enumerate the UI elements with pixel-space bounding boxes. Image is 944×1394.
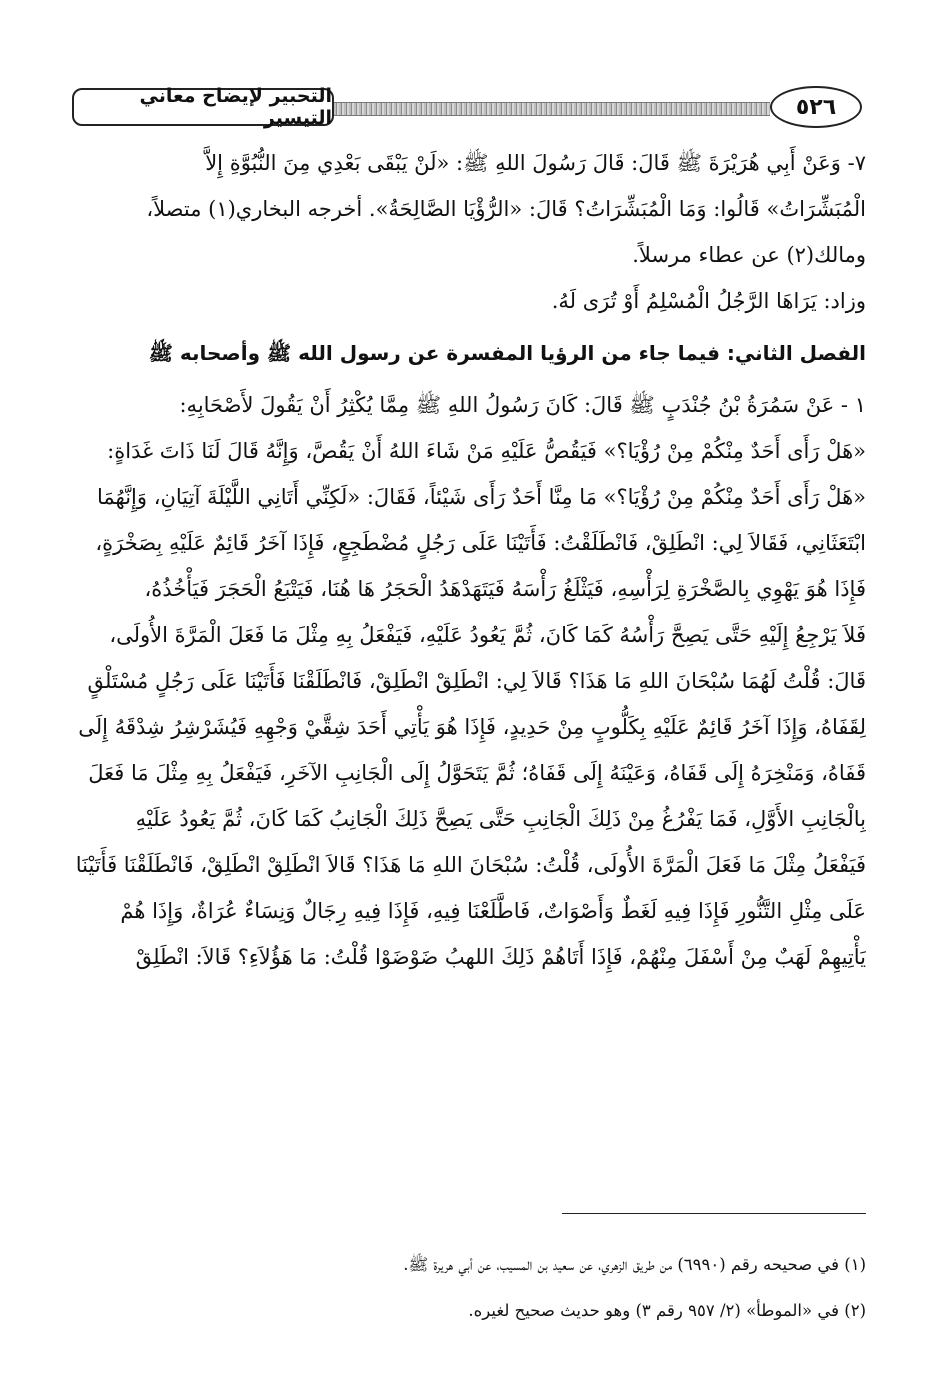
hadith1-line: فَإِذَا هُوَ يَهْوِي بِالصَّخْرَةِ لِرَأْسِهِ، فَيَثْلَغُ رَأْسَهُ فَيَتَهَدْهَدُ الْحَجَرُ هَا هُنَا، فَيَتْبَعُ الْحَجَرَ فَيَأْخُذُهُ،	[144, 577, 866, 601]
footnote-separator	[562, 1213, 866, 1214]
footnote-1: (١) في صحيحه رقم (٦٩٩٠) من طريق الزهري، عن سعيد بن المسيب، عن أبي هريرة ﷺ.	[403, 1255, 866, 1274]
hadith1-line: ابْتَعَثَانِي، فَقَالاَ لِي: انْطَلِقْ، فَانْطَلَقْتُ: فَأَتَيْنَا عَلَى رَجُلٍ مُضْطَجِعٍ، فَإِذَا آخَرُ قَائِمٌ عَلَيْهِ بِصَخْرَةٍ،	[95, 531, 866, 555]
header-ornament-band	[334, 102, 770, 116]
hadith7-line2: الْمُبَشِّرَاتُ» قَالُوا: وَمَا الْمُبَشِّرَاتُ؟ قَالَ: «الرُّؤْيَا الصَّالِحَةُ». أخرجه البخاري(١) متصلاً،	[146, 197, 866, 221]
page-number-oval: ٥٢٦	[770, 86, 862, 128]
hadith1-line: فَيَفْعَلُ مِثْلَ مَا فَعَلَ الْمَرَّةَ الأُولَى، قُلْتُ: سُبْحَانَ اللهِ مَا هَذَا؟ قَالاَ انْطَلِقْ انْطَلِقْ، فَانْطَلَقْنَا فَأَتَيْنَا	[75, 853, 866, 877]
hadith1-line: بِالْجَانِبِ الأَوَّلِ، فَمَا يَفْرُغُ مِنْ ذَلِكَ الْجَانِبِ حَتَّى يَصِحَّ ذَلِكَ الْجَانِبُ كَمَا كَانَ، ثُمَّ يَعُودُ عَلَيْهِ	[135, 807, 866, 831]
hadith7-line4: وزاد: يَرَاهَا الرَّجُلُ الْمُسْلِمُ أَوْ تُرَى لَهُ.	[551, 289, 866, 313]
hadith7-line1: ٧- وَعَنْ أَبِي هُرَيْرَةَ ﷺ قَالَ: قَالَ رَسُولَ اللهِ ﷺ: «لَنْ يَبْقَى بَعْدِي مِنَ النُّبُوَّةِ إِلاَّ	[205, 151, 866, 175]
hadith1-line: عَلَى مِثْلِ التَّنُّورِ فَإِذَا فِيهِ لَغَطٌ وَأَصْوَاتٌ، فَاطَّلَعْنَا فِيهِ، فَإِذَا فِيهِ رِجَالٌ وَنِسَاءٌ عُرَاةٌ، وَإِذَا هُمْ	[120, 899, 866, 923]
hadith1-line: «هَلْ رَأَى أَحَدٌ مِنْكُمْ مِنْ رُؤْيَا؟» مَا مِنَّا أَحَدٌ رَأَى شَيْئاً، فَقَالَ: «لَكِنِّي أَتَانِي اللَّيْلَةَ آتِيَانِ، وَإِنَّهُمَا	[96, 485, 866, 509]
hadith1-line: لِقَفَاهُ، وَإِذَا آخَرُ قَائِمٌ عَلَيْهِ بِكَلُّوبٍ مِنْ حَدِيدٍ، فَإِذَا هُوَ يَأْتِي أَحَدَ شِقَّيْ وَجْهِهِ فَيُشَرْشِرُ شِدْقَهُ إِلَى	[78, 715, 866, 739]
hadith1-line: فَلاَ يَرْجِعُ إِلَيْهِ حَتَّى يَصِحَّ رَأْسُهُ كَمَا كَانَ، ثُمَّ يَعُودُ عَلَيْهِ، فَيَفْعَلُ بِهِ مِثْلَ مَا فَعَلَ الْمَرَّةَ الأُولَى،	[109, 623, 866, 647]
hadith1-line: قَالَ: قُلْتُ لَهُمَا سُبْحَانَ اللهِ مَا هَذَا؟ قَالاَ لِي: انْطَلِقْ انْطَلِقْ، فَانْطَلَقْنَا فَأَتَيْنَا عَلَى رَجُلٍ مُسْتَلْقٍ	[87, 669, 866, 693]
hadith1-line: يَأْتِيهِمْ لَهَبٌ مِنْ أَسْفَلَ مِنْهُمْ، فَإِذَا أَتَاهُمْ ذَلِكَ اللهبُ ضَوْضَوْا قُلْتُ: مَا هَؤُلاَءِ؟ قَالاَ: انْطَلِقْ	[135, 945, 866, 969]
main-text	[74, 140, 866, 980]
running-header	[72, 86, 862, 130]
hadith1-line: ١ - عَنْ سَمُرَةُ بْنُ جُنْدَبٍ ﷺ قَالَ: كَانَ رَسُولُ اللهِ ﷺ مِمَّا يُكْثِرُ أَنْ يَقُولَ لأَصْحَابِهِ:	[179, 393, 866, 417]
hadith7-line3: ومالك(٢) عن عطاء مرسلاً.	[632, 243, 866, 267]
hadith1-line: قَفَاهُ، وَمَنْخِرَهُ إِلَى قَفَاهُ، وَعَيْنَهُ إِلَى قَفَاهُ؛ ثُمَّ يَتَحَوَّلُ إِلَى الْجَانِبِ الآخَرِ، فَيَفْعَلُ بِهِ مِثْلَ مَا فَعَلَ	[88, 761, 866, 785]
hadith1-line: «هَلْ رَأَى أَحَدٌ مِنْكُمْ مِنْ رُؤْيَا؟» فَيَقُصُّ عَلَيْهِ مَنْ شَاءَ اللهُ أَنْ يَقُصَّ، وَإِنَّهُ قَالَ لَنَا ذَاتَ غَدَاةٍ:	[107, 439, 866, 463]
book-title-box: التحبير لإيضاح معاني التيسير	[72, 88, 334, 126]
footnote-2: (٢) في «الموطأ» (٢/ ٩٥٧ رقم ٣) وهو حديث صحيح لغيره.	[468, 1301, 866, 1320]
chapter-title: الفصل الثاني: فيما جاء من الرؤيا المفسرة عن رسول الله ﷺ وأصحابه ﷺ	[148, 341, 866, 365]
